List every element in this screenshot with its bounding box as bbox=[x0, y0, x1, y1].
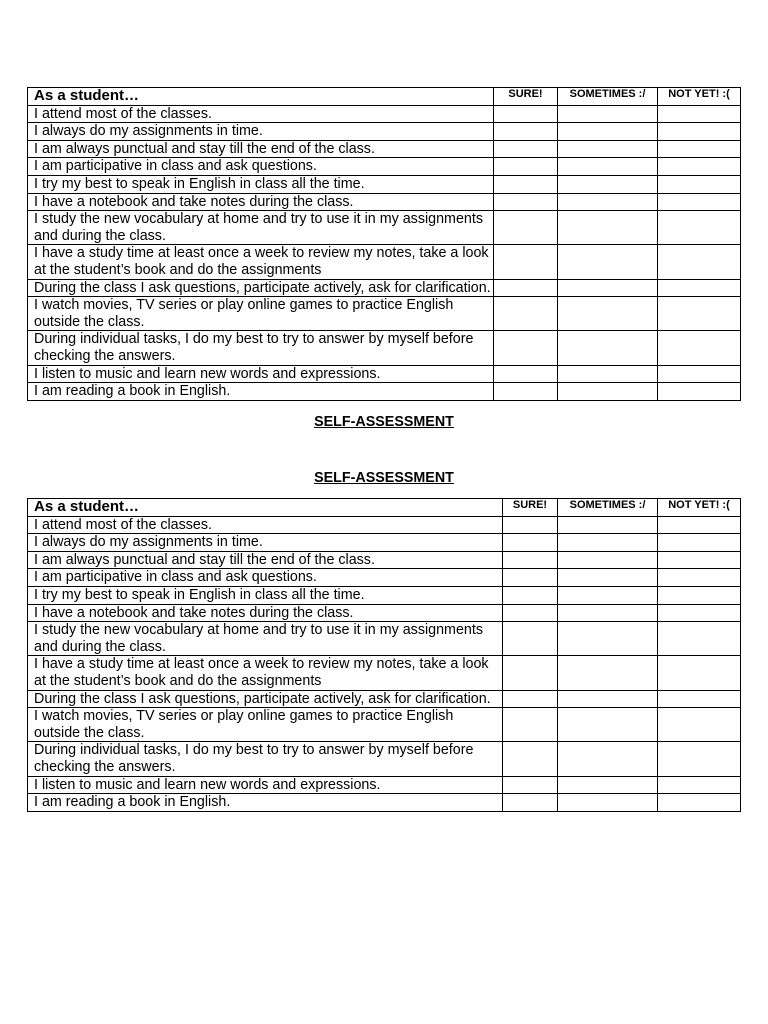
sometimes-checkbox-cell[interactable] bbox=[558, 297, 658, 331]
table-row bbox=[28, 622, 741, 656]
sometimes-checkbox-cell[interactable] bbox=[558, 742, 658, 776]
table-row bbox=[28, 140, 741, 158]
sometimes-checkbox-cell[interactable] bbox=[558, 365, 658, 383]
not-yet-checkbox-cell[interactable] bbox=[658, 708, 741, 742]
sure-checkbox-cell[interactable] bbox=[503, 534, 558, 552]
not-yet-checkbox-cell[interactable] bbox=[658, 794, 741, 812]
sometimes-checkbox-cell[interactable] bbox=[558, 383, 658, 401]
sometimes-checkbox-cell[interactable] bbox=[558, 516, 658, 534]
not-yet-checkbox-cell[interactable] bbox=[658, 331, 741, 365]
table-row bbox=[28, 534, 741, 552]
not-yet-checkbox-cell[interactable] bbox=[658, 365, 741, 383]
statement-cell: I study the new vocabulary at home and try to use it in my assignments and during the class. bbox=[28, 211, 494, 245]
statement-cell: I am participative in class and ask questions. bbox=[28, 569, 503, 587]
statement-cell: I attend most of the classes. bbox=[28, 105, 494, 123]
not-yet-checkbox-cell[interactable] bbox=[658, 245, 741, 279]
statement-cell: I attend most of the classes. bbox=[28, 516, 503, 534]
statement-cell: I am participative in class and ask questions. bbox=[28, 158, 494, 176]
table-row bbox=[28, 794, 741, 812]
statement-cell: I have a study time at least once a week to review my notes, take a look at the student’s book and do the assignments bbox=[28, 245, 494, 279]
not-yet-checkbox-cell[interactable] bbox=[658, 383, 741, 401]
sure-checkbox-cell[interactable] bbox=[503, 516, 558, 534]
sometimes-checkbox-cell[interactable] bbox=[558, 586, 658, 604]
not-yet-checkbox-cell[interactable] bbox=[658, 279, 741, 297]
sure-checkbox-cell[interactable] bbox=[494, 105, 558, 123]
sometimes-checkbox-cell[interactable] bbox=[558, 175, 658, 193]
not-yet-checkbox-cell[interactable] bbox=[658, 140, 741, 158]
table-row bbox=[28, 383, 741, 401]
sure-checkbox-cell[interactable] bbox=[503, 690, 558, 708]
statement-cell: I am reading a book in English. bbox=[28, 383, 494, 401]
sometimes-checkbox-cell[interactable] bbox=[558, 105, 658, 123]
sometimes-checkbox-cell[interactable] bbox=[558, 622, 658, 656]
sometimes-checkbox-cell[interactable] bbox=[558, 245, 658, 279]
sure-checkbox-cell[interactable] bbox=[494, 365, 558, 383]
table-row bbox=[28, 279, 741, 297]
statement-cell: I watch movies, TV series or play online games to practice English outside the class. bbox=[28, 708, 503, 742]
statement-cell: I try my best to speak in English in class all the time. bbox=[28, 175, 494, 193]
sure-checkbox-cell[interactable] bbox=[494, 211, 558, 245]
table-row bbox=[28, 551, 741, 569]
statement-cell: I am always punctual and stay till the end of the class. bbox=[28, 140, 494, 158]
statement-column-header: As a student… bbox=[28, 88, 494, 106]
sure-checkbox-cell[interactable] bbox=[503, 622, 558, 656]
not-yet-checkbox-cell[interactable] bbox=[658, 604, 741, 622]
sure-checkbox-cell[interactable] bbox=[494, 123, 558, 141]
sure-checkbox-cell[interactable] bbox=[494, 175, 558, 193]
sure-checkbox-cell[interactable] bbox=[494, 158, 558, 176]
table-row bbox=[28, 586, 741, 604]
sometimes-checkbox-cell[interactable] bbox=[558, 569, 658, 587]
sure-checkbox-cell[interactable] bbox=[494, 279, 558, 297]
table-row bbox=[28, 516, 741, 534]
not-yet-column-header: NOT YET! :( bbox=[658, 499, 741, 517]
not-yet-checkbox-cell[interactable] bbox=[658, 175, 741, 193]
sure-checkbox-cell[interactable] bbox=[494, 297, 558, 331]
not-yet-checkbox-cell[interactable] bbox=[658, 551, 741, 569]
table-row bbox=[28, 175, 741, 193]
statement-cell: I watch movies, TV series or play online games to practice English outside the class. bbox=[28, 297, 494, 331]
not-yet-checkbox-cell[interactable] bbox=[658, 742, 741, 776]
table-row bbox=[28, 105, 741, 123]
table-row bbox=[28, 193, 741, 211]
sure-checkbox-cell[interactable] bbox=[503, 586, 558, 604]
sometimes-checkbox-cell[interactable] bbox=[558, 534, 658, 552]
sometimes-checkbox-cell[interactable] bbox=[558, 123, 658, 141]
statement-cell: I have a notebook and take notes during the class. bbox=[28, 193, 494, 211]
statement-cell: I am reading a book in English. bbox=[28, 794, 503, 812]
sometimes-checkbox-cell[interactable] bbox=[558, 604, 658, 622]
not-yet-checkbox-cell[interactable] bbox=[658, 297, 741, 331]
table-row bbox=[28, 158, 741, 176]
sure-checkbox-cell[interactable] bbox=[503, 569, 558, 587]
sometimes-checkbox-cell[interactable] bbox=[558, 656, 658, 690]
statement-cell: During individual tasks, I do my best to try to answer by myself before checking the answers. bbox=[28, 742, 503, 776]
sure-checkbox-cell[interactable] bbox=[494, 193, 558, 211]
not-yet-checkbox-cell[interactable] bbox=[658, 622, 741, 656]
sometimes-column-header: SOMETIMES :/ bbox=[558, 499, 658, 517]
statement-cell: I have a notebook and take notes during the class. bbox=[28, 604, 503, 622]
statement-cell: I have a study time at least once a week to review my notes, take a look at the student’s book and do the assignments bbox=[28, 656, 503, 690]
section-title: SELF-ASSESSMENT bbox=[314, 414, 454, 430]
sure-checkbox-cell[interactable] bbox=[494, 140, 558, 158]
not-yet-checkbox-cell[interactable] bbox=[658, 211, 741, 245]
not-yet-checkbox-cell[interactable] bbox=[658, 123, 741, 141]
statement-column-header: As a student… bbox=[28, 499, 503, 517]
statement-cell: I listen to music and learn new words and expressions. bbox=[28, 365, 494, 383]
not-yet-column-header: NOT YET! :( bbox=[658, 88, 741, 106]
self-assessment-table-2 bbox=[27, 498, 741, 812]
not-yet-checkbox-cell[interactable] bbox=[658, 569, 741, 587]
sure-checkbox-cell[interactable] bbox=[503, 794, 558, 812]
table-row bbox=[28, 297, 741, 331]
not-yet-checkbox-cell[interactable] bbox=[658, 516, 741, 534]
not-yet-checkbox-cell[interactable] bbox=[658, 586, 741, 604]
statement-cell: I listen to music and learn new words and expressions. bbox=[28, 776, 503, 794]
sometimes-checkbox-cell[interactable] bbox=[558, 776, 658, 794]
sure-column-header: SURE! bbox=[503, 499, 558, 517]
table-row bbox=[28, 331, 741, 365]
self-assessment-table-1 bbox=[27, 87, 741, 401]
table-row bbox=[28, 604, 741, 622]
table-row bbox=[28, 245, 741, 279]
not-yet-checkbox-cell[interactable] bbox=[658, 534, 741, 552]
sure-checkbox-cell[interactable] bbox=[494, 383, 558, 401]
statement-cell: During individual tasks, I do my best to try to answer by myself before checking the answers. bbox=[28, 331, 494, 365]
table-row bbox=[28, 211, 741, 245]
table-row bbox=[28, 656, 741, 690]
section-title: SELF-ASSESSMENT bbox=[314, 470, 454, 486]
not-yet-checkbox-cell[interactable] bbox=[658, 690, 741, 708]
sure-checkbox-cell[interactable] bbox=[503, 551, 558, 569]
sometimes-checkbox-cell[interactable] bbox=[558, 279, 658, 297]
sometimes-checkbox-cell[interactable] bbox=[558, 193, 658, 211]
table-row bbox=[28, 365, 741, 383]
statement-cell: I am always punctual and stay till the end of the class. bbox=[28, 551, 503, 569]
statement-cell: I always do my assignments in time. bbox=[28, 123, 494, 141]
table-row bbox=[28, 708, 741, 742]
sometimes-column-header: SOMETIMES :/ bbox=[558, 88, 658, 106]
not-yet-checkbox-cell[interactable] bbox=[658, 193, 741, 211]
not-yet-checkbox-cell[interactable] bbox=[658, 158, 741, 176]
table-row bbox=[28, 123, 741, 141]
sometimes-checkbox-cell[interactable] bbox=[558, 211, 658, 245]
statement-cell: I always do my assignments in time. bbox=[28, 534, 503, 552]
sometimes-checkbox-cell[interactable] bbox=[558, 158, 658, 176]
sure-checkbox-cell[interactable] bbox=[503, 708, 558, 742]
sometimes-checkbox-cell[interactable] bbox=[558, 794, 658, 812]
statement-cell: I try my best to speak in English in class all the time. bbox=[28, 586, 503, 604]
table-row bbox=[28, 690, 741, 708]
table-row bbox=[28, 776, 741, 794]
statement-cell: During the class I ask questions, participate actively, ask for clarification. bbox=[28, 279, 494, 297]
sure-checkbox-cell[interactable] bbox=[503, 604, 558, 622]
sure-checkbox-cell[interactable] bbox=[503, 656, 558, 690]
not-yet-checkbox-cell[interactable] bbox=[658, 656, 741, 690]
sure-column-header: SURE! bbox=[494, 88, 558, 106]
sure-checkbox-cell[interactable] bbox=[503, 742, 558, 776]
statement-cell: During the class I ask questions, participate actively, ask for clarification. bbox=[28, 690, 503, 708]
sure-checkbox-cell[interactable] bbox=[494, 331, 558, 365]
not-yet-checkbox-cell[interactable] bbox=[658, 776, 741, 794]
not-yet-checkbox-cell[interactable] bbox=[658, 105, 741, 123]
table-row bbox=[28, 742, 741, 776]
sometimes-checkbox-cell[interactable] bbox=[558, 690, 658, 708]
sometimes-checkbox-cell[interactable] bbox=[558, 708, 658, 742]
sometimes-checkbox-cell[interactable] bbox=[558, 140, 658, 158]
sure-checkbox-cell[interactable] bbox=[494, 245, 558, 279]
sometimes-checkbox-cell[interactable] bbox=[558, 551, 658, 569]
table-row bbox=[28, 569, 741, 587]
sure-checkbox-cell[interactable] bbox=[503, 776, 558, 794]
sometimes-checkbox-cell[interactable] bbox=[558, 331, 658, 365]
statement-cell: I study the new vocabulary at home and try to use it in my assignments and during the class. bbox=[28, 622, 503, 656]
